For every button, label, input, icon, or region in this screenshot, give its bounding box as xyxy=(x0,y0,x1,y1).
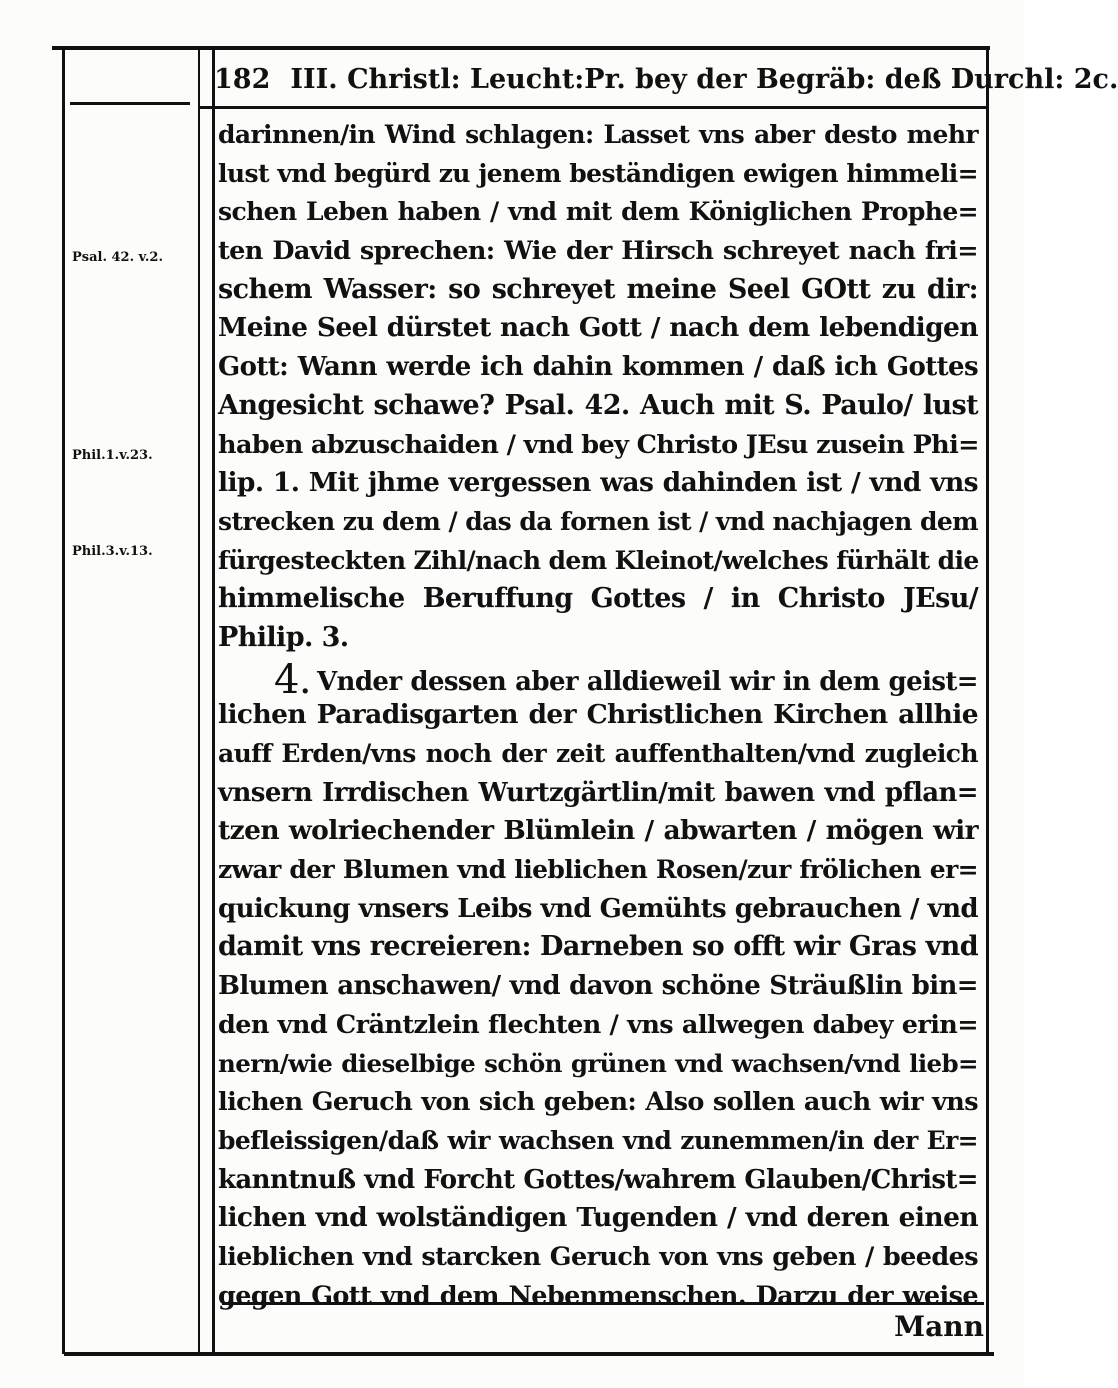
text-line: quickung vnsers Leibs vnd Gemühts gebrauchen / vnd xyxy=(218,893,978,924)
text-line: befleissigen/daß wir wachsen vnd zunemmen/in der Er= xyxy=(218,1125,978,1155)
text-line: nern/wie dieselbige schön grünen vnd wachsen/vnd lieb= xyxy=(218,1048,978,1078)
margin-rule-inner xyxy=(212,48,215,1354)
text-line: Philip. 3. xyxy=(218,621,349,653)
header-rule xyxy=(200,106,986,109)
margin-note: Psal. 42. v.2. xyxy=(72,250,163,265)
text-line: gegen Gott vnd dem Nebenmenschen. Darzu der weise xyxy=(218,1280,978,1311)
paragraph-number: 4. xyxy=(274,656,311,703)
text-line: himmelische Beruffung Gottes / in Christo JEsu/ xyxy=(218,583,978,615)
text-line: schen Leben haben / vnd mit dem Königlichen Prophe= xyxy=(218,197,978,227)
text-line: zwar der Blumen vnd lieblichen Rosen/zur frölichen er= xyxy=(218,855,978,885)
text-line: Gott: Wann werde ich dahin kommen / daß ich Gottes xyxy=(218,352,978,383)
text-line: schem Wasser: so schreyet meine Seel GOtt zu dir: xyxy=(218,273,978,305)
text-line: ten David sprechen: Wie der Hirsch schreyet nach fri= xyxy=(218,236,978,267)
text-line: kanntnuß vnd Forcht Gottes/wahrem Glauben/Christ= xyxy=(218,1164,978,1195)
text-line: den vnd Cräntzlein flechten / vns allwegen dabey erin= xyxy=(218,1009,978,1040)
text-line: auff Erden/vns noch der zeit auffenthalten/vnd zugleich xyxy=(218,739,978,768)
text-line: lichen Geruch von sich geben: Also sollen auch wir vns xyxy=(218,1087,978,1118)
text-line: vnsern Irrdischen Wurtzgärtlin/mit bawen vnd pflan= xyxy=(218,777,978,808)
text-line: tzen wolriechender Blümlein / abwarten / mögen wir xyxy=(218,815,978,847)
text-line: Blumen anschawen/ vnd davon schöne Sträußlin bin= xyxy=(218,971,978,1002)
margin-header-rule xyxy=(70,102,190,105)
text-line: lip. 1. Mit jhme vergessen was dahinden ist / vnd vns xyxy=(218,467,978,499)
text-line: Angesicht schawe? Psal. 42. Auch mit S. Paulo/ lust xyxy=(218,389,978,421)
text-line: Meine Seel dürstet nach Gott / nach dem lebendigen xyxy=(218,312,978,344)
text-line: lieblichen vnd starcken Geruch von vns geben / beedes xyxy=(218,1241,978,1272)
paragraph-start-line xyxy=(218,656,978,703)
body-text xyxy=(218,116,978,1315)
margin-rule xyxy=(198,48,200,1354)
running-title: III. Christl: Leucht:Pr. bey der Begräb: deß Durchl: 2c. xyxy=(290,63,1118,95)
text-line: lichen Paradisgarten der Christlichen Kirchen allhie xyxy=(218,699,978,731)
text-line: Vnder dessen aber alldieweil wir in dem geist= xyxy=(316,666,978,697)
page-number: 182 xyxy=(214,63,271,95)
text-line: lust vnd begürd zu jenem beständigen ewigen himmeli= xyxy=(218,158,978,188)
catchword: Mann xyxy=(894,1310,984,1343)
text-line: strecken zu dem / das da fornen ist / vnd nachjagen dem xyxy=(218,506,978,536)
running-header xyxy=(214,56,1118,102)
text-line: darinnen/in Wind schlagen: Lasset vns aber desto mehr xyxy=(218,120,978,149)
frame-bottom-rule xyxy=(64,1352,994,1356)
frame-right-rule xyxy=(986,48,989,1354)
text-line: fürgesteckten Zihl/nach dem Kleinot/welches fürhält die xyxy=(218,545,979,575)
text-line: damit vns recreieren: Darneben so offt wir Gras vnd xyxy=(218,931,978,963)
margin-note: Phil.3.v.13. xyxy=(72,544,153,559)
margin-note: Phil.1.v.23. xyxy=(72,448,153,463)
frame-left-rule xyxy=(62,48,65,1354)
frame-top-rule xyxy=(52,46,990,50)
text-line: haben abzuschaiden / vnd bey Christo JEsu zusein Phi= xyxy=(218,429,979,460)
text-line: lichen vnd wolständigen Tugenden / vnd deren einen xyxy=(218,1202,978,1234)
